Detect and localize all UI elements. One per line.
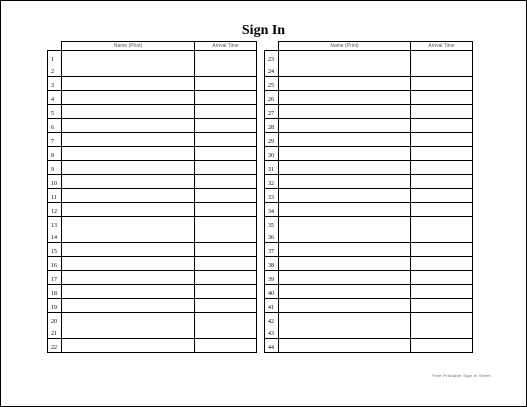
table-row	[48, 339, 257, 353]
arrival-time-cell[interactable]	[411, 243, 473, 257]
arrival-time-cell[interactable]	[195, 147, 257, 161]
arrival-time-cell[interactable]	[411, 313, 473, 339]
row-number: 11	[48, 189, 62, 203]
name-cell[interactable]	[279, 105, 411, 119]
arrival-time-cell[interactable]	[195, 203, 257, 217]
name-cell[interactable]	[62, 77, 195, 91]
arrival-time-cell[interactable]	[195, 175, 257, 189]
arrival-time-cell[interactable]	[411, 257, 473, 271]
arrival-time-cell[interactable]	[195, 339, 257, 353]
name-cell[interactable]	[279, 91, 411, 105]
arrival-time-cell[interactable]	[195, 257, 257, 271]
name-cell[interactable]	[279, 147, 411, 161]
name-cell[interactable]	[62, 91, 195, 105]
name-cell[interactable]	[62, 175, 195, 189]
name-cell[interactable]	[279, 119, 411, 133]
table-row	[265, 203, 473, 217]
table-row	[265, 243, 473, 257]
row-number-bottom: 2	[51, 69, 54, 75]
arrival-time-cell[interactable]	[195, 77, 257, 91]
name-cell[interactable]	[62, 161, 195, 175]
arrival-time-column-header: Arrival Time	[411, 42, 473, 51]
row-number: 4	[48, 91, 62, 105]
name-cell[interactable]	[279, 339, 411, 353]
row-number: 3	[48, 77, 62, 91]
table-row	[48, 119, 257, 133]
table-header-row	[48, 42, 257, 51]
row-number-bottom: 21	[51, 331, 57, 337]
name-cell[interactable]	[62, 189, 195, 203]
table-row	[265, 77, 473, 91]
name-cell[interactable]	[62, 217, 195, 243]
row-number-top: 35	[268, 223, 274, 229]
row-number	[48, 313, 62, 339]
row-number: 8	[48, 147, 62, 161]
table-row	[48, 189, 257, 203]
page-title: Sign In	[241, 23, 286, 38]
row-number-top: 42	[268, 319, 274, 325]
arrival-time-cell[interactable]	[411, 217, 473, 243]
table-row	[265, 119, 473, 133]
table-row	[48, 285, 257, 299]
arrival-time-cell[interactable]	[195, 105, 257, 119]
row-number: 38	[265, 257, 279, 271]
row-number: 34	[265, 203, 279, 217]
table-row	[265, 161, 473, 175]
row-number: 31	[265, 161, 279, 175]
name-cell[interactable]	[279, 313, 411, 339]
table-row	[265, 147, 473, 161]
table-row	[265, 257, 473, 271]
table-row	[48, 51, 257, 77]
row-number: 44	[265, 339, 279, 353]
row-number: 16	[48, 257, 62, 271]
arrival-time-cell[interactable]	[195, 243, 257, 257]
name-cell[interactable]	[279, 133, 411, 147]
row-number-top: 20	[51, 319, 57, 325]
arrival-time-cell[interactable]	[195, 133, 257, 147]
name-cell[interactable]	[62, 119, 195, 133]
name-cell[interactable]	[279, 257, 411, 271]
table-row	[48, 217, 257, 243]
row-number: 40	[265, 285, 279, 299]
row-number-top: 1	[51, 57, 54, 63]
row-number: 18	[48, 285, 62, 299]
name-cell[interactable]	[279, 271, 411, 285]
name-cell[interactable]	[62, 243, 195, 257]
arrival-time-cell[interactable]	[195, 119, 257, 133]
name-cell[interactable]	[62, 203, 195, 217]
row-number: 27	[265, 105, 279, 119]
table-row	[48, 77, 257, 91]
table-row	[48, 203, 257, 217]
arrival-time-cell[interactable]	[195, 285, 257, 299]
table-row	[265, 175, 473, 189]
name-cell[interactable]	[279, 203, 411, 217]
row-number: 15	[48, 243, 62, 257]
arrival-time-cell[interactable]	[411, 285, 473, 299]
name-cell[interactable]	[62, 339, 195, 353]
row-number: 25	[265, 77, 279, 91]
name-cell[interactable]	[279, 243, 411, 257]
arrival-time-cell[interactable]	[411, 133, 473, 147]
row-number: 32	[265, 175, 279, 189]
table-row	[265, 217, 473, 243]
table-row	[48, 161, 257, 175]
arrival-time-cell[interactable]	[195, 299, 257, 313]
row-number-bottom: 24	[268, 69, 274, 75]
table-row	[265, 51, 473, 77]
sign-in-table-right	[264, 41, 473, 353]
row-number: 28	[265, 119, 279, 133]
table-row	[265, 285, 473, 299]
table-row	[265, 271, 473, 285]
row-number: 5	[48, 105, 62, 119]
table-row	[265, 133, 473, 147]
row-number: 26	[265, 91, 279, 105]
table-row	[265, 189, 473, 203]
name-cell[interactable]	[62, 313, 195, 339]
table-row	[48, 91, 257, 105]
arrival-time-cell[interactable]	[411, 119, 473, 133]
row-number	[265, 51, 279, 77]
row-number: 9	[48, 161, 62, 175]
arrival-time-cell[interactable]	[411, 77, 473, 91]
row-number: 33	[265, 189, 279, 203]
name-cell[interactable]	[279, 161, 411, 175]
name-cell[interactable]	[279, 299, 411, 313]
row-number	[265, 217, 279, 243]
name-cell[interactable]	[279, 217, 411, 243]
name-cell[interactable]	[279, 51, 411, 77]
row-number: 10	[48, 175, 62, 189]
arrival-time-cell[interactable]	[195, 313, 257, 339]
name-cell[interactable]	[62, 285, 195, 299]
row-number	[48, 217, 62, 243]
row-number-top: 13	[51, 223, 57, 229]
footer-credit: Free Printable Sign In Sheet	[432, 373, 491, 378]
name-column-header: Name (Print)	[279, 42, 411, 51]
row-number: 7	[48, 133, 62, 147]
row-number-bottom: 43	[268, 331, 274, 337]
name-cell[interactable]	[279, 77, 411, 91]
arrival-time-cell[interactable]	[411, 203, 473, 217]
arrival-time-cell[interactable]	[411, 91, 473, 105]
name-cell[interactable]	[62, 51, 195, 77]
table-row	[48, 243, 257, 257]
row-number	[265, 313, 279, 339]
table-row	[265, 313, 473, 339]
row-number-bottom: 14	[51, 235, 57, 241]
arrival-time-column-header: Arrival Time	[195, 42, 257, 51]
row-number: 41	[265, 299, 279, 313]
row-number-top: 23	[268, 57, 274, 63]
row-number: 17	[48, 271, 62, 285]
arrival-time-cell[interactable]	[411, 271, 473, 285]
table-row	[48, 271, 257, 285]
table-header-row	[265, 42, 473, 51]
row-number: 6	[48, 119, 62, 133]
arrival-time-cell[interactable]	[411, 189, 473, 203]
row-number: 22	[48, 339, 62, 353]
arrival-time-cell[interactable]	[195, 91, 257, 105]
name-cell[interactable]	[279, 175, 411, 189]
arrival-time-cell[interactable]	[411, 299, 473, 313]
table-row	[48, 147, 257, 161]
number-column-header	[265, 42, 279, 51]
arrival-time-cell[interactable]	[411, 339, 473, 353]
table-row	[265, 339, 473, 353]
row-number: 39	[265, 271, 279, 285]
arrival-time-cell[interactable]	[195, 189, 257, 203]
arrival-time-cell[interactable]	[411, 51, 473, 77]
arrival-time-cell[interactable]	[195, 161, 257, 175]
row-number: 12	[48, 203, 62, 217]
table-row	[48, 175, 257, 189]
name-cell[interactable]	[279, 285, 411, 299]
name-cell[interactable]	[62, 105, 195, 119]
arrival-time-cell[interactable]	[411, 105, 473, 119]
row-number	[48, 51, 62, 77]
table-row	[48, 257, 257, 271]
table-row	[265, 299, 473, 313]
table-row	[48, 313, 257, 339]
row-number: 37	[265, 243, 279, 257]
table-row	[265, 91, 473, 105]
arrival-time-cell[interactable]	[411, 161, 473, 175]
table-row	[265, 105, 473, 119]
table-row	[48, 133, 257, 147]
number-column-header	[48, 42, 62, 51]
arrival-time-cell[interactable]	[195, 217, 257, 243]
name-column-header: Name (Print)	[62, 42, 195, 51]
arrival-time-cell[interactable]	[195, 271, 257, 285]
arrival-time-cell[interactable]	[195, 51, 257, 77]
name-cell[interactable]	[62, 147, 195, 161]
name-cell[interactable]	[279, 189, 411, 203]
name-cell[interactable]	[62, 133, 195, 147]
name-cell[interactable]	[62, 257, 195, 271]
row-number: 29	[265, 133, 279, 147]
sign-in-table-left	[47, 41, 257, 353]
row-number-bottom: 36	[268, 235, 274, 241]
arrival-time-cell[interactable]	[411, 147, 473, 161]
row-number: 19	[48, 299, 62, 313]
table-row	[48, 299, 257, 313]
name-cell[interactable]	[62, 299, 195, 313]
arrival-time-cell[interactable]	[411, 175, 473, 189]
table-row	[48, 105, 257, 119]
row-number: 30	[265, 147, 279, 161]
name-cell[interactable]	[62, 271, 195, 285]
